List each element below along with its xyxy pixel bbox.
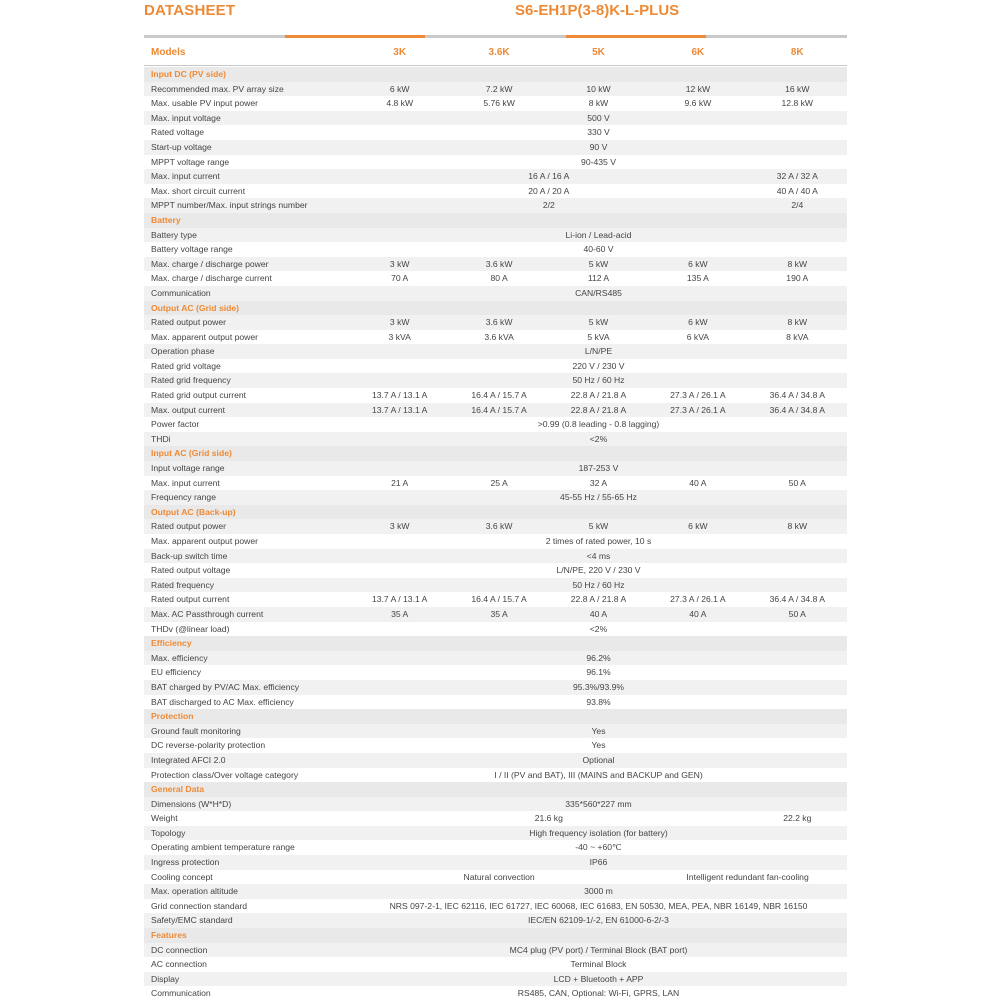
spec-label: Rated output voltage <box>151 565 231 576</box>
spec-label: Max. input voltage <box>151 112 221 123</box>
spec-value: 8 kW <box>787 521 808 532</box>
spec-value: 35 A <box>490 608 508 619</box>
spec-row <box>144 870 847 885</box>
spec-row <box>144 490 847 505</box>
accent-bar-segment <box>706 35 847 38</box>
spec-label: DC reverse-polarity protection <box>151 740 266 751</box>
spec-value: 35 A <box>391 608 409 619</box>
spec-value: Yes <box>591 740 606 751</box>
spec-label: Rated grid frequency <box>151 375 231 386</box>
spec-label: Dimensions (W*H*D) <box>151 798 232 809</box>
spec-row <box>144 373 847 388</box>
spec-value: 8 kVA <box>786 331 809 342</box>
spec-value: 40 A <box>589 608 608 619</box>
model-column-header: 5K <box>592 46 605 58</box>
spec-value: I / II (PV and BAT), III (MAINS and BACKUP and GEN) <box>494 769 703 780</box>
spec-row <box>144 476 847 491</box>
models-header-row <box>144 39 847 65</box>
spec-row <box>144 184 847 199</box>
spec-value: IEC/EN 62109-1/-2, EN 61000-6-2/-3 <box>528 915 669 926</box>
spec-row <box>144 607 847 622</box>
spec-row <box>144 96 847 111</box>
spec-value: 40 A / 40 A <box>776 185 818 196</box>
spec-value: 220 V / 230 V <box>572 360 625 371</box>
spec-label: BAT discharged to AC Max. efficiency <box>151 696 294 707</box>
spec-value: Li-ion / Lead-acid <box>565 229 632 240</box>
spec-value: <2% <box>589 433 608 444</box>
spec-value: 190 A <box>786 273 809 284</box>
spec-value: 25 A <box>490 477 508 488</box>
spec-value: 3.6 kW <box>485 317 513 328</box>
spec-value: 80 A <box>490 273 508 284</box>
spec-label: Frequency range <box>151 492 216 503</box>
spec-label: Max. AC Passthrough current <box>151 608 264 619</box>
spec-row <box>144 242 847 257</box>
spec-label: EU efficiency <box>151 667 201 678</box>
spec-value: 90-435 V <box>581 156 616 167</box>
spec-row <box>144 563 847 578</box>
spec-value: 330 V <box>587 127 610 138</box>
spec-label: Operation phase <box>151 346 215 357</box>
spec-value: 27.3 A / 26.1 A <box>670 594 726 605</box>
spec-value: Natural convection <box>463 871 535 882</box>
spec-row <box>144 359 847 374</box>
spec-value: 3.6 kW <box>485 521 513 532</box>
spec-label: Battery type <box>151 229 197 240</box>
spec-value: Yes <box>591 725 606 736</box>
spec-row <box>144 140 847 155</box>
spec-value: 32 A <box>589 477 608 488</box>
spec-row <box>144 651 847 666</box>
spec-row <box>144 169 847 184</box>
spec-value: 22.2 kg <box>783 813 812 824</box>
spec-label: Max. input current <box>151 171 220 182</box>
spec-value: LCD + Bluetooth + APP <box>553 973 644 984</box>
spec-row <box>144 840 847 855</box>
spec-label: Communication <box>151 287 211 298</box>
spec-value: 8 kW <box>588 98 609 109</box>
spec-row <box>144 417 847 432</box>
spec-row <box>144 695 847 710</box>
spec-value: 2/2 <box>542 200 555 211</box>
spec-value: 36.4 A / 34.8 A <box>769 594 825 605</box>
spec-row <box>144 768 847 783</box>
model-column-header: 3.6K <box>488 46 510 58</box>
spec-row <box>144 884 847 899</box>
spec-value: >0.99 (0.8 leading - 0.8 lagging) <box>537 419 660 430</box>
spec-label: Max. apparent output power <box>151 331 259 342</box>
spec-value: 4.8 kW <box>386 98 414 109</box>
spec-row <box>144 753 847 768</box>
spec-value: 5.76 kW <box>483 98 515 109</box>
spec-row <box>144 198 847 213</box>
spec-row <box>144 972 847 987</box>
spec-table <box>144 67 847 1001</box>
spec-label: BAT charged by PV/AC Max. efficiency <box>151 681 300 692</box>
section-header <box>144 709 847 724</box>
section-header <box>144 213 847 228</box>
spec-value: CAN/RS485 <box>575 287 622 298</box>
spec-value: Terminal Block <box>570 959 627 970</box>
spec-value: 13.7 A / 13.1 A <box>371 594 428 605</box>
spec-value: L/N/PE, 220 V / 230 V <box>556 565 641 576</box>
spec-label: Rated frequency <box>151 579 215 590</box>
spec-row <box>144 228 847 243</box>
spec-value: 50 A <box>788 608 806 619</box>
spec-row <box>144 286 847 301</box>
accent-bar-segment <box>425 35 566 38</box>
model-series-title: S6-EH1P(3-8)K-L-PLUS <box>515 2 680 19</box>
model-column-header: 8K <box>790 46 804 58</box>
spec-value: 27.3 A / 26.1 A <box>670 390 726 401</box>
section-header <box>144 67 847 82</box>
spec-label: Cooling concept <box>151 871 213 882</box>
spec-label: Grid connection standard <box>151 900 248 911</box>
spec-value: Optional <box>582 754 615 765</box>
spec-value: 112 A <box>587 273 610 284</box>
spec-row <box>144 680 847 695</box>
spec-value: 95.3%/93.9% <box>572 681 625 692</box>
spec-label: THDi <box>151 433 171 444</box>
spec-value: 45-55 Hz / 55-65 Hz <box>560 492 637 503</box>
spec-value: 21 A <box>391 477 409 488</box>
spec-value: 135 A <box>686 273 709 284</box>
spec-value: 3.6 kVA <box>484 331 514 342</box>
spec-label: Topology <box>151 827 186 838</box>
section-header <box>144 505 847 520</box>
spec-label: Max. operation altitude <box>151 886 238 897</box>
accent-bar-segment <box>144 35 285 38</box>
section-title: Features <box>151 930 187 941</box>
spec-value: 10 kW <box>586 83 611 94</box>
spec-value: 9.6 kW <box>684 98 712 109</box>
spec-row <box>144 519 847 534</box>
section-header <box>144 636 847 651</box>
spec-row <box>144 155 847 170</box>
spec-value: 5 kW <box>588 258 609 269</box>
spec-row <box>144 724 847 739</box>
spec-row <box>144 986 847 1001</box>
spec-value: 6 kW <box>688 317 708 328</box>
section-title: Input AC (Grid side) <box>151 448 232 459</box>
spec-row <box>144 665 847 680</box>
spec-label: DC connection <box>151 944 208 955</box>
spec-row <box>144 797 847 812</box>
spec-value: 20 A / 20 A <box>528 185 570 196</box>
spec-value: 335*560*227 mm <box>565 798 632 809</box>
section-header <box>144 782 847 797</box>
spec-row <box>144 534 847 549</box>
spec-row <box>144 82 847 97</box>
spec-row <box>144 943 847 958</box>
spec-label: Rated output current <box>151 594 230 605</box>
spec-value: 16 A / 16 A <box>528 171 570 182</box>
spec-label: Ingress protection <box>151 857 220 868</box>
spec-label: AC connection <box>151 959 207 970</box>
spec-value: 5 kVA <box>587 331 610 342</box>
spec-value: 40-60 V <box>583 244 614 255</box>
spec-label: Max. input current <box>151 477 220 488</box>
spec-value: NRS 097-2-1, IEC 62116, IEC 61727, IEC 60068, IEC 61683, EN 50530, MEA, PEA, NBR 16149, NBR 16150 <box>389 900 808 911</box>
spec-value: 16.4 A / 15.7 A <box>471 594 527 605</box>
spec-value: 70 A <box>391 273 409 284</box>
section-title: Output AC (Back-up) <box>151 506 236 517</box>
spec-value: 40 A <box>689 477 707 488</box>
header-accent-bars <box>144 35 847 38</box>
spec-row <box>144 344 847 359</box>
spec-label: MPPT number/Max. input strings number <box>151 200 308 211</box>
section-title: Input DC (PV side) <box>151 69 226 79</box>
spec-label: Display <box>151 973 180 984</box>
spec-row <box>144 899 847 914</box>
section-title: Battery <box>151 214 181 225</box>
spec-label: Max. usable PV input power <box>151 98 259 109</box>
spec-label: Start-up voltage <box>151 141 212 152</box>
spec-label: Rated grid output current <box>151 390 247 401</box>
spec-row <box>144 855 847 870</box>
spec-label: Input voltage range <box>151 463 225 474</box>
spec-label: THDv (@linear load) <box>151 623 230 634</box>
spec-value: 12 kW <box>685 83 711 94</box>
spec-value: 7.2 kW <box>485 83 513 94</box>
spec-row <box>144 738 847 753</box>
spec-value: 36.4 A / 34.8 A <box>769 390 825 401</box>
spec-value: 16 kW <box>785 83 810 94</box>
spec-row <box>144 315 847 330</box>
spec-label: Max. short circuit current <box>151 185 246 196</box>
spec-value: 21.6 kg <box>534 813 563 824</box>
section-title: Output AC (Grid side) <box>151 302 239 313</box>
spec-value: 3 kW <box>389 258 410 269</box>
spec-value: 187-253 V <box>578 463 619 474</box>
spec-value: 96.1% <box>586 667 611 678</box>
section-title: General Data <box>151 784 205 795</box>
spec-row <box>144 257 847 272</box>
spec-label: Protection class/Over voltage category <box>151 769 299 780</box>
spec-value: 93.8% <box>586 696 611 707</box>
spec-label: Rated output power <box>151 317 227 328</box>
spec-label: Safety/EMC standard <box>151 915 233 926</box>
model-column-header: 6K <box>691 46 705 58</box>
spec-row <box>144 913 847 928</box>
spec-value: 32 A / 32 A <box>776 171 818 182</box>
spec-value: 50 Hz / 60 Hz <box>572 375 625 386</box>
datasheet-title: DATASHEET <box>144 2 236 19</box>
spec-value: 6 kW <box>688 521 708 532</box>
spec-value: <4 ms <box>586 550 611 561</box>
spec-row <box>144 125 847 140</box>
spec-value: 500 V <box>587 112 610 123</box>
spec-value: 50 Hz / 60 Hz <box>572 579 625 590</box>
spec-label: Max. efficiency <box>151 652 208 663</box>
spec-label: Communication <box>151 988 211 999</box>
spec-value: 22.8 A / 21.8 A <box>570 390 627 401</box>
spec-value: 6 kVA <box>686 331 710 342</box>
spec-row <box>144 549 847 564</box>
spec-row <box>144 432 847 447</box>
spec-value: 3.6 kW <box>485 258 513 269</box>
spec-value: 3 kVA <box>388 331 411 342</box>
spec-row <box>144 403 847 418</box>
header-divider <box>144 65 847 66</box>
spec-value: 36.4 A / 34.8 A <box>769 404 825 415</box>
spec-value: 40 A <box>689 608 707 619</box>
spec-value: RS485, CAN, Optional: Wi-Fi, GPRS, LAN <box>517 988 680 999</box>
spec-label: Operating ambient temperature range <box>151 842 295 853</box>
spec-value: -40 ~ +60℃ <box>575 842 622 853</box>
spec-value: Intelligent redundant fan-cooling <box>686 871 809 882</box>
spec-label: Weight <box>151 813 178 824</box>
spec-label: Ground fault monitoring <box>151 725 241 736</box>
spec-value: 3 kW <box>389 317 410 328</box>
spec-label: Max. charge / discharge current <box>151 273 272 284</box>
spec-row <box>144 330 847 345</box>
model-column-header: 3K <box>393 46 407 58</box>
spec-value: 8 kW <box>787 317 808 328</box>
section-title: Protection <box>151 711 194 722</box>
spec-value: 5 kW <box>588 521 609 532</box>
spec-value: L/N/PE <box>584 346 613 357</box>
section-header <box>144 446 847 461</box>
spec-row <box>144 461 847 476</box>
spec-value: 96.2% <box>586 652 611 663</box>
spec-value: <2% <box>589 623 608 634</box>
spec-value: 13.7 A / 13.1 A <box>371 390 428 401</box>
spec-label: Integrated AFCI 2.0 <box>151 754 226 765</box>
spec-row <box>144 271 847 286</box>
spec-row <box>144 811 847 826</box>
spec-label: Max. apparent output power <box>151 536 259 546</box>
spec-label: Rated grid voltage <box>151 360 221 371</box>
spec-value: 16.4 A / 15.7 A <box>471 404 527 415</box>
spec-value: 12.8 kW <box>781 98 814 109</box>
spec-value: High frequency isolation (for battery) <box>529 827 668 838</box>
spec-value: 13.7 A / 13.1 A <box>371 404 428 415</box>
spec-label: Rated output power <box>151 521 227 532</box>
spec-label: Max. output current <box>151 404 226 415</box>
spec-label: Recommended max. PV array size <box>151 83 284 94</box>
spec-value: 16.4 A / 15.7 A <box>471 390 527 401</box>
spec-value: 2 times of rated power, 10 s <box>545 536 652 546</box>
spec-label: Battery voltage range <box>151 244 233 255</box>
spec-value: 6 kW <box>688 258 708 269</box>
section-header <box>144 928 847 943</box>
spec-row <box>144 622 847 637</box>
spec-label: Power factor <box>151 419 200 430</box>
accent-bar-segment <box>285 35 426 38</box>
spec-value: 90 V <box>589 141 608 152</box>
spec-value: 50 A <box>788 477 806 488</box>
spec-row <box>144 388 847 403</box>
spec-row <box>144 111 847 126</box>
section-header <box>144 301 847 316</box>
spec-label: Rated voltage <box>151 127 205 138</box>
section-title: Efficiency <box>151 638 192 649</box>
spec-value: 22.8 A / 21.8 A <box>570 404 627 415</box>
models-label: Models <box>151 46 186 58</box>
spec-value: 6 kW <box>389 83 410 94</box>
spec-value: MC4 plug (PV port) / Terminal Block (BAT port) <box>509 944 688 955</box>
spec-value: 5 kW <box>588 317 609 328</box>
spec-row <box>144 826 847 841</box>
spec-label: Max. charge / discharge power <box>151 258 269 269</box>
accent-bar-segment <box>566 35 707 38</box>
spec-label: Back-up switch time <box>151 550 228 561</box>
spec-value: 2/4 <box>791 200 804 211</box>
spec-value: 8 kW <box>787 258 808 269</box>
spec-value: 22.8 A / 21.8 A <box>570 594 627 605</box>
spec-value: IP66 <box>589 857 608 868</box>
spec-value: 3000 m <box>584 886 613 897</box>
spec-label: MPPT voltage range <box>151 156 230 167</box>
spec-value: 27.3 A / 26.1 A <box>670 404 726 415</box>
spec-row <box>144 592 847 607</box>
spec-row <box>144 957 847 972</box>
spec-value: 3 kW <box>389 521 410 532</box>
spec-row <box>144 578 847 593</box>
